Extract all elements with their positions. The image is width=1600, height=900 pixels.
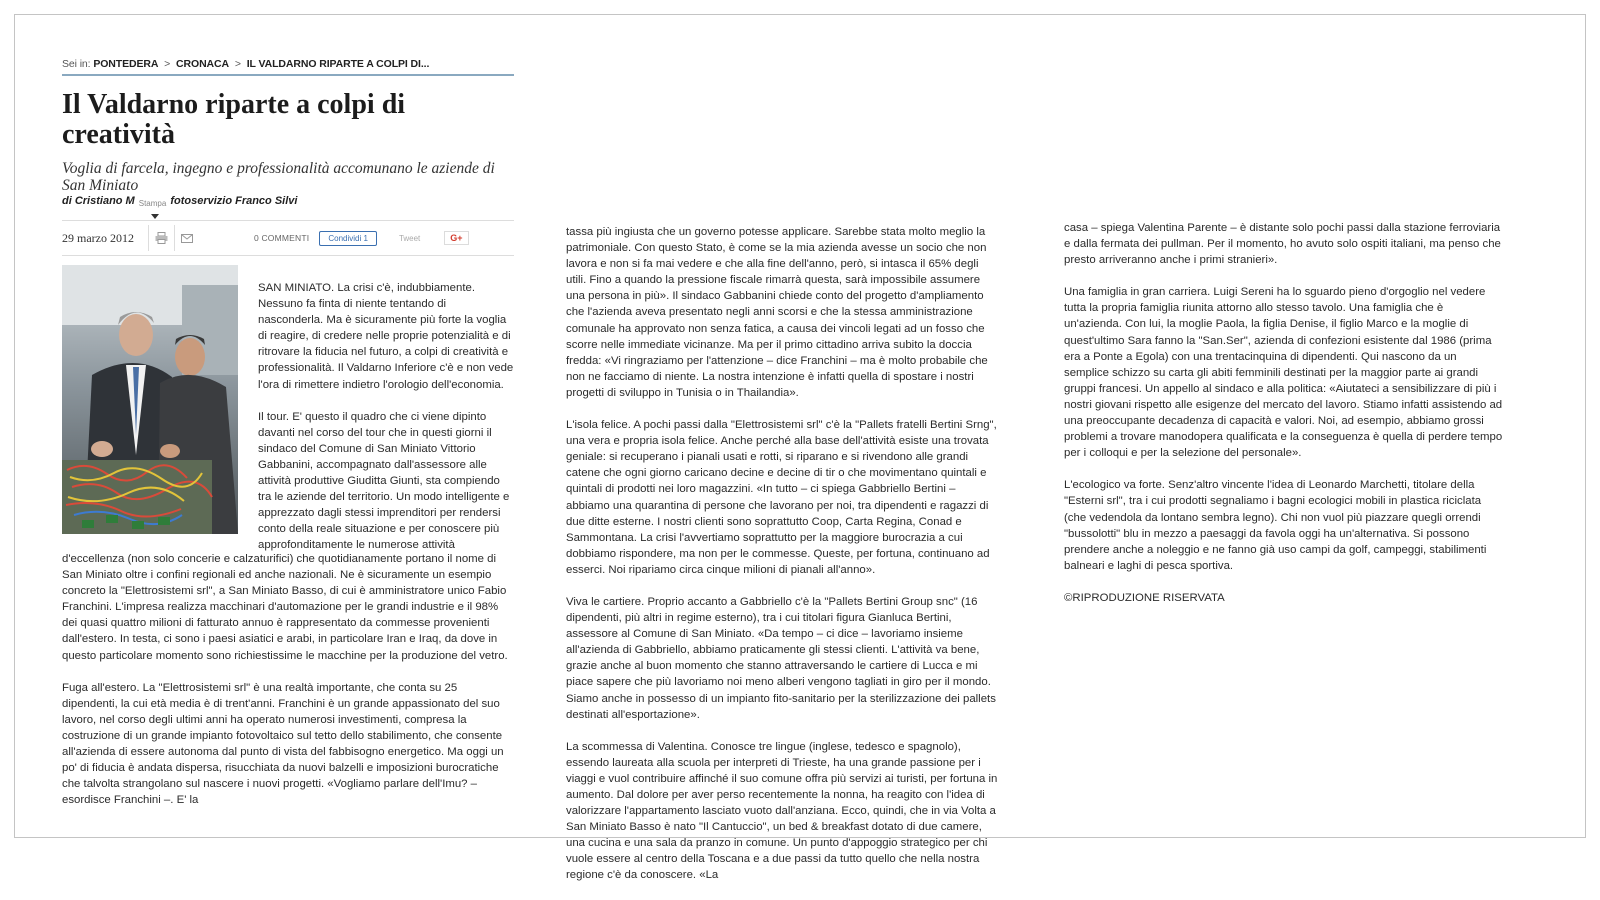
article-column-3: [1064, 220, 1504, 622]
paragraph-tour-end: d'eccellenza (non solo concerie e calzaturifici) che quotidianamente portano il nome di San Miniato oltre i confini regionali ed anche nazionali. Ne è sicuramente un esempio concreto la "Elettrosistemi srl", a San Miniato Basso, di cui è amministratore unico Fabio Franchini. L'impresa realizza macchinari d'automazione per le grandi industrie e il 98% dei quasi quattro milioni di fatturato annuo è rappresentato da commesse provenienti dall'estero. In testa, ci sono i paesi asiatici e arabi, in particolare Iran e Iraq, da dove in questo particolare momento sono richiestissime le macchine per la produzione del vetro.: [62, 553, 508, 662]
paragraph-tour-start: Il tour. E' questo il quadro che ci viene dipinto davanti nel corso del tour che in questi giorni il sindaco del Comune di San Miniato Vittorio Gabbanini, accompagnato dall'assessore alle attività produttive Giuditta Giunti, sta compiendo tra le aziende del territorio. Un modo intelligente e apprezzato dagli stessi imprenditori per rendersi conto della reale situazione e per conoscere più approfonditamente le numerose attività: [258, 410, 510, 552]
comments-link[interactable]: 0 COMMENTI: [253, 233, 310, 243]
article-intro: [258, 280, 514, 554]
paragraph: L'ecologico va forte. Senz'altro vincente l'idea di Leonardo Marchetti, titolare della "Esterni srl", tra i cui prodotti segnaliamo i bagni ecologici mobili in plastica riciclata (che vedendola da lontano sembra legno). Chi non vuol più piazzare quegli orrendi "bussolotti" blu in mezzo a paesaggi da favola oggi ha un'alternativa. Si possono prendere anche a noleggio e ne fanno già uso campi da golf, campeggi, stabilimenti balneari e laghi di pesca sportiva.: [1064, 479, 1487, 572]
breadcrumb-pontedera[interactable]: PONTEDERA: [93, 58, 159, 70]
paragraph-intro: SAN MINIATO. La crisi c'è, indubbiamente. Nessuno fa finta di niente tentando di nasconderla. Ma è sicuramente più forte la voglia di reagire, di credere nelle proprie potenzialità e di ritrovare la fiducia nel futuro, a colpi di creatività e professionalità. Il Valdarno Inferiore c'è e non vede l'ora di rimettere indietro l'orologio dell'economia.: [258, 282, 514, 391]
paragraph: L'isola felice. A pochi passi dalla "Elettrosistemi srl" c'è la "Pallets fratelli Bertini Srng", una vera e propria isola felice. Anche perché alla base dell'attività esiste una trovata geniale: si recuperano i pianali usati e rotti, si riparano e si rivendono alle grandi catene che ogni giorno caricano decine e decine di tir o che movimentano quintali e quintali di prodotti nei loro magazzini. «In tutto – ci spiega Gabbriello Bertini – abbiamo una quarantina di persone che lavorano per noi, tra dipendenti e ragazzi di due ditte esterne. I nostri clienti sono soprattutto Coop, Carta Regina, Conad e Sammontana. La crisi l'avvertiamo soprattutto per la maggiore burocrazia a cui dobbiamo rispondere, ma non per le commesse. Queste, per fortuna, continuano ad esserci. Noi ripariamo circa cinque milioni di pianali all'anno».: [566, 419, 997, 576]
breadcrumb-current: IL VALDARNO RIPARTE A COLPI DI...: [246, 58, 430, 70]
tweet-button[interactable]: Tweet: [398, 233, 421, 243]
breadcrumb-prefix: Sei in:: [62, 58, 91, 70]
author: di Cristiano M: [62, 195, 135, 207]
article-column-2: [566, 224, 1000, 900]
article-toolbar: [62, 220, 514, 256]
share-button[interactable]: Condividi 1: [319, 231, 377, 246]
factory-photo: [62, 265, 238, 534]
breadcrumb: [62, 58, 514, 76]
breadcrumb-separator: >: [234, 58, 241, 70]
chevron-down-icon: [151, 214, 159, 219]
article-title: Il Valdarno riparte a colpi di creatività: [62, 89, 406, 150]
photo-credit: fotoservizio Franco Silvi: [170, 195, 298, 207]
paragraph: Una famiglia in gran carriera. Luigi Sereni ha lo sguardo pieno d'orgoglio nel vedere tutta la propria famiglia riunita attorno allo stesso tavolo. Una famiglia che è un'azienda. Con lui, la moglie Paola, la figlia Denise, il figlio Marco e la moglie di quest'ultimo Sara fanno la "San.Ser", azienda di confezioni esistente dal 1986 (prima era a Ponte a Egola) con una trentacinquina di dipendenti. Qui nascono da un semplice schizzo su carta gli abiti femminili destinati per la maggior parte ai grandi gruppi francesi. Un appello al sindaco e alla politica: «Aiutateci a sensibilizzare di più i nostri giovani rispetto alle esigenze del mercato del lavoro. Stiamo infatti assistendo ad una preoccupante decadenza di capacità e valori. Noi, ad esempio, abbiamo grossi problemi a trovare manodopera qualificata e la conseguenza è quella di perdere tempo per i colloqui e per la selezione del personale».: [1064, 286, 1503, 460]
gplus-button[interactable]: G+: [444, 231, 468, 245]
article-date: 29 marzo 2012: [62, 230, 134, 245]
article-body-left: [62, 551, 514, 824]
paragraph: Viva le cartiere. Proprio accanto a Gabbriello c'è la "Pallets Bertini Group snc" (16 dipendenti, più altri in regime esterno), tra i cui titolari figura Gianluca Bertini, assessore al Comune di San Miniato. «Da tempo – ci dice – lavoriamo insieme all'azienda di Gabbriello, abbiamo praticamente gli stessi clienti. L'attività va bene, grazie anche al buon momento che stanno attraversando le cartiere di Lucca e mi piace sapere che più lavoriamo noi meno alberi vengono tagliati in giro per il mondo. Siamo anche in possesso di un impianto fito-sanitario per la sterilizzazione dei pallets destinati all'esportazione».: [566, 595, 996, 721]
byline: [62, 195, 297, 208]
email-icon[interactable]: [174, 225, 200, 251]
breadcrumb-cronaca[interactable]: CRONACA: [176, 58, 230, 70]
paragraph: casa – spiega Valentina Parente – è distante solo pochi passi dalla stazione ferroviaria e dalla fermata dei pullman. Per il momento, ho avuto solo ospiti italiani, ma penso che presto arriveranno anche i primi stranieri».: [1064, 222, 1501, 267]
copyright-notice: ©RIPRODUZIONE RISERVATA: [1064, 591, 1225, 604]
breadcrumb-separator: >: [164, 58, 171, 70]
paragraph: tassa più ingiusta che un governo potesse applicare. Sarebbe stata molto meglio la patrimoniale. Con questo Stato, è come se la mia azienda avesse un socio che non lavora e non si fa mai vedere e che alla fine dell'anno, però, si intasca il 65% degli utili. Fino a quando la pressione fiscale rimarrà questa, sarà impossibile assumere una persona in più». Il sindaco Gabbanini chiede conto del progetto d'ampliamento che l'azienda aveva presentato negli anni scorsi e che la stessa amministrazione comunale ha approvato non senza fatica, a causa dei vincoli legati ad un fosso che scorre nelle immediate vicinanze. Ma per il primo cittadino arriva subito la doccia fredda: «Vi ringraziamo per l'attenzione – dice Franchini – ma è molto probabile che non ne facciamo di niente. La nostra intenzione è infatti quella di spostare i nostri progetti di sviluppo in Tunisia o in Thailandia».: [566, 226, 988, 399]
article-subtitle: Voglia di farcela, ingegno e professionalità accomunano le aziende di San Miniato: [62, 160, 495, 194]
paragraph: La scommessa di Valentina. Conosce tre lingue (inglese, tedesco e spagnolo), essendo laureata alla scuola per interpreti di Trieste, ha una grande passione per i viaggi e vuol contribuire affinché il suo comune offra più servizi ai turisti, per fortuna in aumento. Dal dolore per aver perso recentemente la nonna, ha reagito con l'idea di valorizzare l'appartamento lasciato vuoto dall'anziana. Ecco, quindi, che in via Volta a San Miniato Basso è nato "Il Cantuccio", un bed & breakfast dotato di due camere, una cucina e una sala da pranzo in comune. Un punto d'appoggio strategico per chi vuole essere al centro della Toscana e a due passi da tutto quello che nella nostra regione c'è da conoscere. «La: [566, 740, 998, 882]
stampa-label[interactable]: Stampa: [138, 199, 167, 208]
paragraph-fuga: Fuga all'estero. La "Elettrosistemi srl" è una realtà importante, che conta su 25 dipendenti, la cui età media è di trent'anni. Franchini è un grande appassionato del suo lavoro, nel corso degli ultimi anni ha operato numerosi investimenti, compresa la costruzione di un grande impianto fotovoltaico sul tetto dello stabilimento, che consente all'azienda di essere autonoma dal punto di vista del fabbisogno energetico. Ma oggi un po' di fiducia è andata dispersa, risucchiata da nuovi balzelli e imposizioni burocratiche che talvolta strangolano sul nascere i nuovi progetti. «Vogliamo parlare dell'Imu? – esordisce Franchini –. E' la: [62, 681, 504, 807]
print-icon[interactable]: [148, 225, 174, 251]
